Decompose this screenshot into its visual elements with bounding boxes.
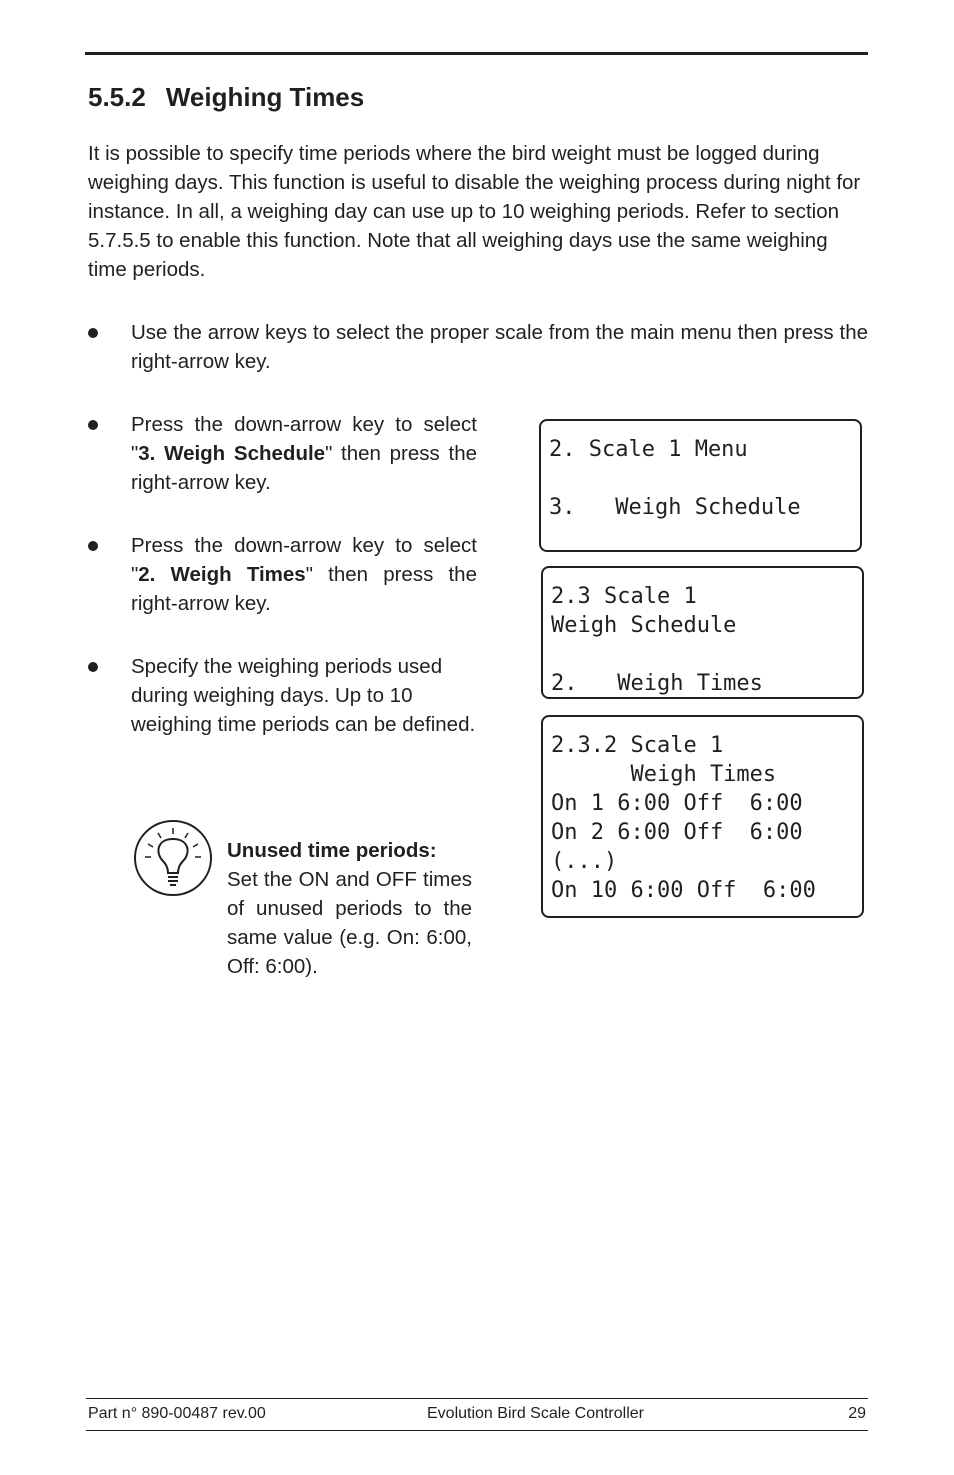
tip-title: Unused time periods: [227, 839, 437, 862]
bullet-weigh-times [131, 531, 477, 618]
bullet-dot [88, 541, 98, 551]
top-rule [85, 52, 868, 55]
lcd-screen-weigh-schedule: 2.3 Scale 1 Weigh Schedule 2. Weigh Times [541, 566, 864, 699]
section-number: 5.5.2 [88, 82, 146, 112]
section-heading [88, 82, 364, 113]
b2-bold: 3. Weigh Schedule [138, 442, 326, 465]
section-title: Weighing Times [165, 82, 365, 112]
bullet-dot [88, 662, 98, 672]
lcd-screen-scale-menu: 2. Scale 1 Menu 3. Weigh Schedule [539, 419, 862, 552]
bullet-specify-periods: Specify the weighing periods used during weighing days. Up to 10 weighing time periods can be defined. [131, 655, 476, 736]
b2-pre: Press the down-arrow key to select " [131, 413, 477, 465]
footer-rule-top [86, 1398, 868, 1399]
b3-post: " then press the right-arrow key. [131, 563, 477, 615]
tip-note [227, 836, 472, 981]
intro-paragraph: It is possible to specify time periods where the bird weight must be logged during weighing days. This function is useful to disable the weighing process during night for instance. In all, a weighing day can use up to 10 weighing periods. Refer to section 5.7.5.5 to enable this function. Note that all weighing days use the same weighing time periods. [88, 142, 861, 281]
lcd-screen-weigh-times: 2.3.2 Scale 1 Weigh Times On 1 6:00 Off 6:00 On 2 6:00 Off 6:00 (...) On 10 6:00 Off 6:00 [541, 715, 864, 918]
bullet-dot [88, 328, 98, 338]
b2-post: " then press the right-arrow key. [131, 442, 477, 494]
footer-product-name: Evolution Bird Scale Controller [427, 1405, 644, 1422]
footer-page-number: 29 [848, 1405, 866, 1422]
bullet-select-scale: Use the arrow keys to select the proper scale from the main menu then press the right-arrow key. [131, 321, 868, 373]
footer-part-number: Part n° 890-00487 rev.00 [88, 1405, 266, 1422]
bullet-dot [88, 420, 98, 430]
footer-rule-bottom [86, 1430, 868, 1431]
tip-body: Set the ON and OFF times of unused periods to the same value (e.g. On: 6:00, Off: 6:00). [227, 868, 472, 978]
b3-bold: 2. Weigh Times [138, 563, 306, 586]
b3-pre: Press the down-arrow key to select " [131, 534, 477, 586]
lightbulb-icon [133, 819, 213, 897]
bullet-weigh-schedule [131, 410, 477, 497]
